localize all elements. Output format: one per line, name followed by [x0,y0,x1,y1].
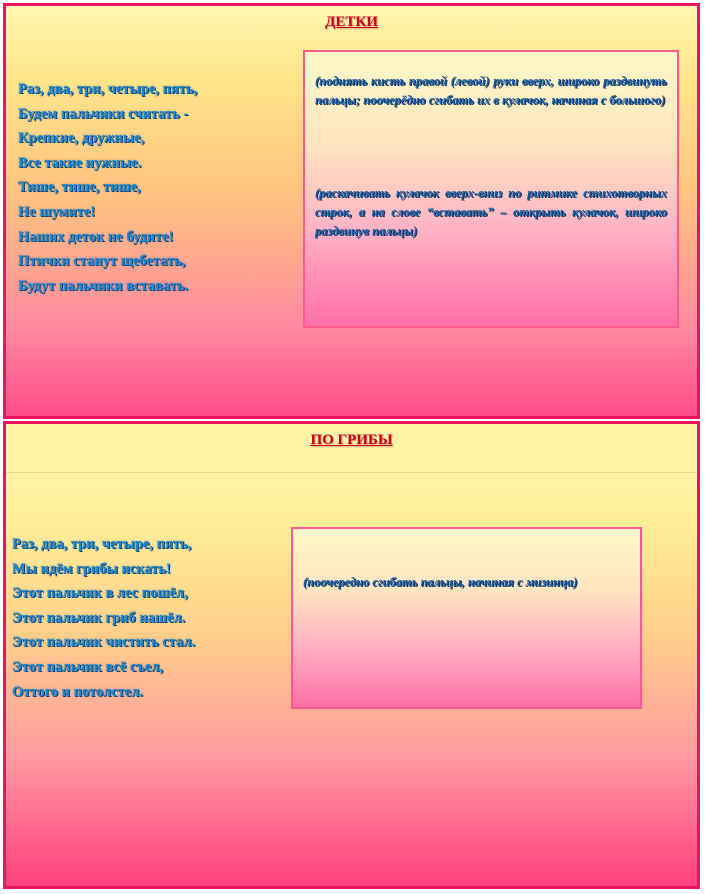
poem-line: Тише, тише, тише, [18,179,141,196]
poem-line: Птички станут щебетать, [18,253,186,270]
poem-line: Мы идём грибы искать! [12,560,171,577]
poem-text [12,532,195,704]
poem-line: Наших деток не будите! [18,228,174,245]
instruction-box [303,50,679,328]
poem-line: Этот пальчик чистить стал. [12,634,196,651]
poem-line: Этот пальчик в лес пошёл, [12,585,188,602]
instruction-note: (поочередно сгибать пальцы, начиная с мизинца) [303,575,578,589]
poem-line: Этот пальчик всё съел, [12,658,164,675]
poem-line: Будут пальчики вставать. [18,277,189,294]
poem-line: Будем пальчики считать - [18,105,189,122]
poem-line: Не шумите! [18,203,96,220]
poem-line: Раз, два, три, четыре, пять, [18,81,198,97]
poem-line: Раз, два, три, четыре, пять, [12,536,192,552]
card-title: ДЕТКИ [325,14,378,30]
poem-line: Этот пальчик гриб нашёл. [12,609,186,626]
instruction-note: (поднять кисть правой (левой) руки вверх, широко раздвинуть пальцы; поочерёдно сгибать их в кулачок, начиная с большого) [315,74,667,107]
poem-line: Оттого и потолстел. [12,683,143,700]
card-title: ПО ГРИБЫ [310,432,393,448]
instruction-box [291,527,642,709]
poem-text [18,77,197,298]
poem-line: Все такие нужные. [18,154,142,171]
poem-line: Крепкие, дружные, [18,130,145,147]
instruction-note: (раскачивать кулачок вверх-вниз по ритмике стихотворных строк, а на слове “вставать” – открыть кулачок, широко раздвинув пальцы) [315,186,667,238]
